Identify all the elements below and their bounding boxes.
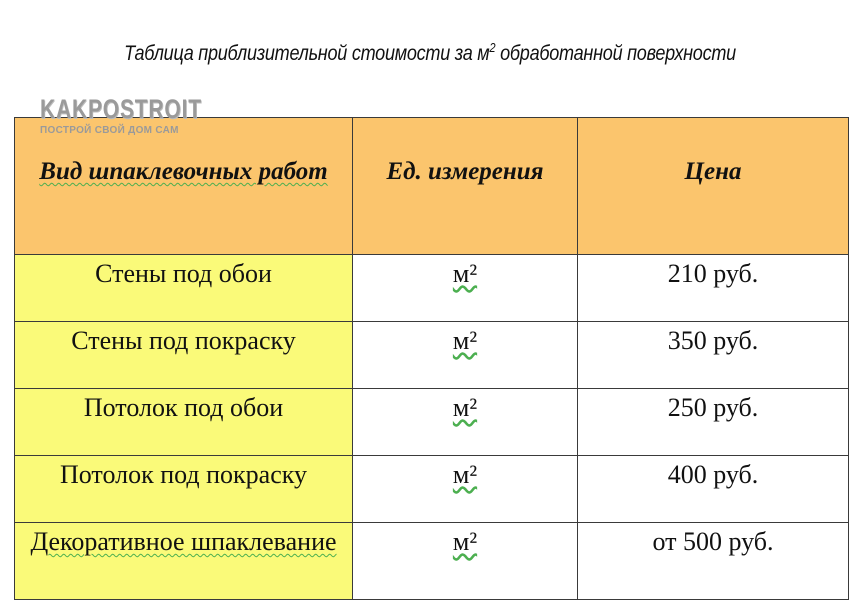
header-price: Цена — [578, 118, 849, 255]
price-table — [14, 117, 849, 600]
unit-value: м² — [452, 460, 478, 489]
unit-cell — [353, 255, 578, 322]
price-cell: 400 руб. — [578, 456, 849, 523]
work-type-cell: Потолок под покраску — [15, 456, 353, 523]
title-superscript: 2 — [489, 40, 496, 55]
price-cell: от 500 руб. — [578, 523, 849, 600]
header-work-label: Вид шпаклевочных работ — [39, 158, 328, 185]
unit-value: м² — [452, 326, 478, 355]
logo-tagline: ПОСТРОЙ СВОЙ ДОМ САМ — [40, 125, 179, 136]
table-row — [15, 389, 849, 456]
logo-main-text: KAKPOSTROIT — [40, 94, 202, 124]
unit-cell — [353, 456, 578, 523]
table-row — [15, 456, 849, 523]
table-row — [15, 322, 849, 389]
header-row — [15, 118, 849, 255]
price-cell: 210 руб. — [578, 255, 849, 322]
header-work-type — [15, 118, 353, 255]
table-row — [15, 523, 849, 600]
page-title — [60, 40, 800, 66]
unit-cell — [353, 523, 578, 600]
unit-value: м² — [452, 259, 478, 288]
work-type-cell: Стены под покраску — [15, 322, 353, 389]
watermark-logo — [40, 95, 248, 136]
title-text: Таблица приблизительной стоимости за м — [124, 42, 490, 65]
unit-value: м² — [452, 393, 478, 422]
title-suffix: обработанной поверхности — [495, 42, 736, 65]
unit-cell — [353, 322, 578, 389]
work-type-cell: Потолок под обои — [15, 389, 353, 456]
table-row — [15, 255, 849, 322]
work-type-text: Декоративное шпаклевание — [30, 527, 337, 556]
price-cell: 250 руб. — [578, 389, 849, 456]
work-type-cell: Стены под обои — [15, 255, 353, 322]
unit-cell — [353, 389, 578, 456]
unit-value: м² — [452, 527, 478, 556]
header-unit: Ед. измерения — [353, 118, 578, 255]
work-type-cell — [15, 523, 353, 600]
price-cell: 350 руб. — [578, 322, 849, 389]
